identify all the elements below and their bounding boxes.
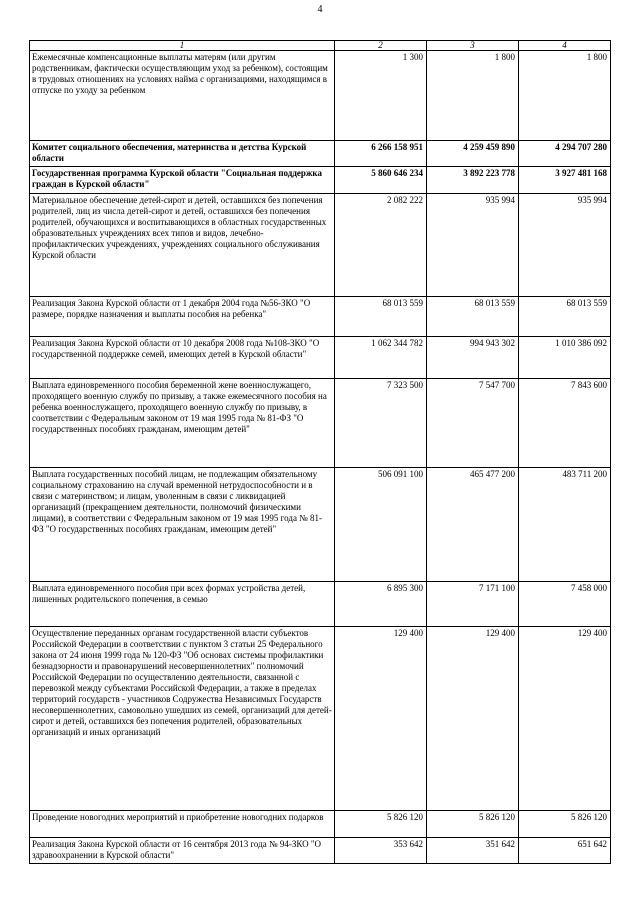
value-col2: 7 323 500 <box>335 379 427 468</box>
value-col2: 5 860 646 234 <box>335 167 427 194</box>
table-row <box>30 167 611 194</box>
value-col2: 6 895 300 <box>335 582 427 627</box>
value-col3: 465 477 200 <box>427 468 519 582</box>
value-col4: 483 711 200 <box>519 468 611 582</box>
table-row <box>30 582 611 627</box>
table-row <box>30 838 611 864</box>
row-description: Реализация Закона Курской области от 1 декабря 2004 года №56-ЗКО "О размере, порядке назначения и выплаты пособия на ребенка" <box>30 297 335 337</box>
value-col4: 7 458 000 <box>519 582 611 627</box>
row-description: Реализация Закона Курской области от 16 сентября 2013 года № 94-ЗКО "О здравоохранении в Курской области" <box>30 838 335 864</box>
table-row <box>30 627 611 811</box>
budget-table <box>29 40 611 864</box>
value-col2: 506 091 100 <box>335 468 427 582</box>
row-description: Выплата государственных пособий лицам, не подлежащим обязательному социальному страхованию на случай временной нетрудоспособности и в связи с материнством; и лицам, уволенным в связи с ликвидацией организаций (прекращением деятельности, полномочий физическими лицами), в соответствии с Федеральным законом от 19 мая 1995 года № 81-ФЗ "О государственных пособиях гражданам, имеющим детей" <box>30 468 335 582</box>
header-cell: 4 <box>519 41 611 51</box>
value-col4: 651 642 <box>519 838 611 864</box>
value-col4: 4 294 707 280 <box>519 141 611 167</box>
value-col3: 351 642 <box>427 838 519 864</box>
value-col3: 994 943 302 <box>427 337 519 379</box>
value-col3: 129 400 <box>427 627 519 811</box>
table-row <box>30 468 611 582</box>
value-col3: 4 259 459 890 <box>427 141 519 167</box>
header-cell: 3 <box>427 41 519 51</box>
header-row <box>30 41 611 51</box>
value-col4: 5 826 120 <box>519 811 611 838</box>
table-row <box>30 379 611 468</box>
value-col3: 7 171 100 <box>427 582 519 627</box>
value-col4: 935 994 <box>519 194 611 297</box>
value-col2: 6 266 158 951 <box>335 141 427 167</box>
value-col2: 1 062 344 782 <box>335 337 427 379</box>
value-col4: 7 843 600 <box>519 379 611 468</box>
value-col3: 3 892 223 778 <box>427 167 519 194</box>
value-col4: 1 800 <box>519 51 611 141</box>
value-col3: 1 800 <box>427 51 519 141</box>
value-col2: 353 642 <box>335 838 427 864</box>
row-description: Комитет социального обеспечения, материнства и детства Курской области <box>30 141 335 167</box>
table-row <box>30 297 611 337</box>
table-row <box>30 141 611 167</box>
value-col2: 1 300 <box>335 51 427 141</box>
value-col2: 5 826 120 <box>335 811 427 838</box>
row-description: Материальное обеспечение детей-сирот и детей, оставшихся без попечения родителей, лиц из числа детей-сирот и детей, оставшихся без попечения родителей, обучающихся и воспитывающихся в областных государственных образовательных учреждениях всех типов и видов, лечебно-профилактических учреждениях, учреждениях социального обслуживания Курской области <box>30 194 335 297</box>
value-col3: 5 826 120 <box>427 811 519 838</box>
value-col4: 3 927 481 168 <box>519 167 611 194</box>
value-col4: 68 013 559 <box>519 297 611 337</box>
row-description: Осуществление переданных органам государственной власти субъектов Российской Федерации в соответствии с пунктом 3 статьи 25 Федерального закона от 24 июня 1999 года № 120-ФЗ "Об основах системы профилактики безнадзорности и правонарушений несовершеннолетних" полномочий Российской Федерации по осуществлению деятельности, связанной с перевозкой между субъектами Российской Федерации, а также в пределах территорий государств - участников Содружества Независимых Государств несовершеннолетних, самовольно ушедших из семей, организаций для детей-сирот и детей, оставшихся без попечения родителей, образовательных организаций и иных организаций <box>30 627 335 811</box>
row-description: Ежемесячные компенсационные выплаты матерям (или другим родственникам, фактически осуществляющим уход за ребенком), состоящим в трудовых отношениях на условиях найма с организациями, находящимся в отпуске по уходу за ребенком <box>30 51 335 141</box>
table-row <box>30 51 611 141</box>
table-row <box>30 811 611 838</box>
value-col2: 129 400 <box>335 627 427 811</box>
value-col4: 1 010 386 092 <box>519 337 611 379</box>
row-description: Реализация Закона Курской области от 10 декабря 2008 года №108-ЗКО "О государственной поддержке семей, имеющих детей в Курской области" <box>30 337 335 379</box>
table-row <box>30 337 611 379</box>
header-cell: 2 <box>335 41 427 51</box>
row-description: Проведение новогодних мероприятий и приобретение новогодних подарков <box>30 811 335 838</box>
table-row <box>30 194 611 297</box>
header-cell: 1 <box>30 41 335 51</box>
value-col3: 68 013 559 <box>427 297 519 337</box>
value-col3: 7 547 700 <box>427 379 519 468</box>
row-description: Выплата единовременного пособия при всех формах устройства детей, лишенных родительского попечения, в семью <box>30 582 335 627</box>
value-col2: 68 013 559 <box>335 297 427 337</box>
value-col3: 935 994 <box>427 194 519 297</box>
value-col4: 129 400 <box>519 627 611 811</box>
row-description: Государственная программа Курской области "Социальная поддержка граждан в Курской области" <box>30 167 335 194</box>
page-number: 4 <box>317 4 323 15</box>
value-col2: 2 082 222 <box>335 194 427 297</box>
row-description: Выплата единовременного пособия беременной жене военнослужащего, проходящего военную службу по призыву, а также ежемесячного пособия на ребенка военнослужащего, проходящего военную службу по призыву, в соответствии с Федеральным законом от 19 мая 1995 года № 81-ФЗ "О государственных пособиях гражданам, имеющим детей" <box>30 379 335 468</box>
